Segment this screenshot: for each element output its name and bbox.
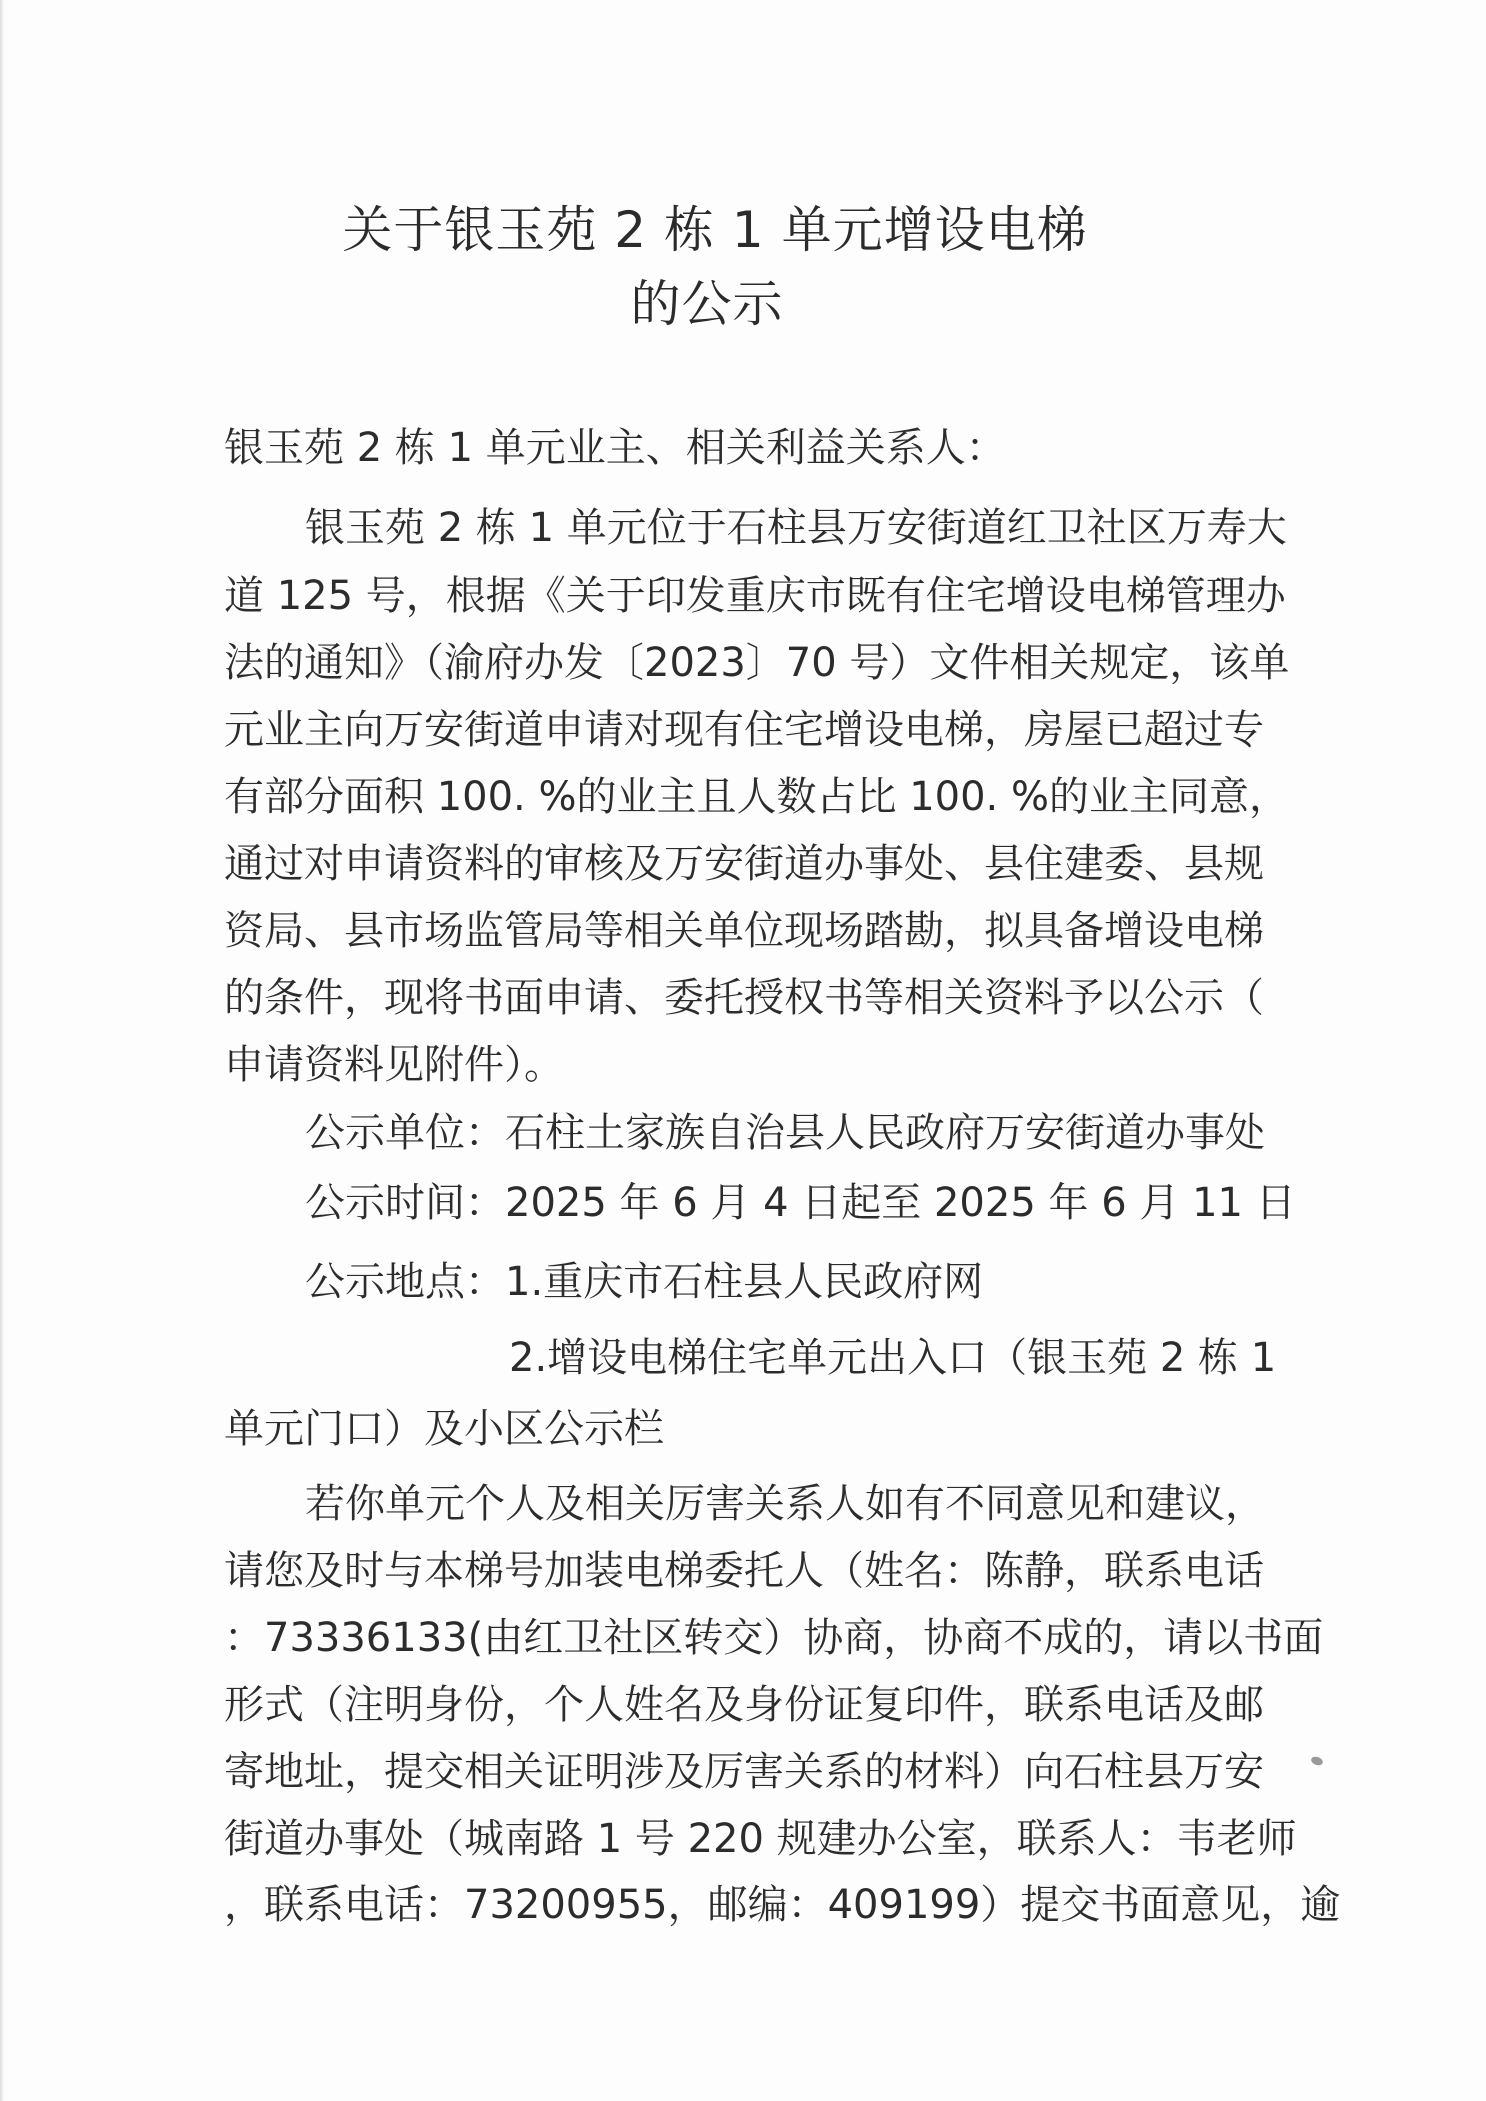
publicity-time-line: 公示时间：2025 年 6 月 4 日起至 2025 年 6 月 11 日 <box>305 1180 1296 1226</box>
publicity-location-item-2: 2.增设电梯住宅单元出入口（银玉苑 2 栋 1 <box>509 1335 1277 1381</box>
addressee-line: 银玉苑 2 栋 1 单元业主、相关利益关系人： <box>224 425 1006 471</box>
paragraph-2-line-2: 请您及时与本梯号加装电梯委托人（姓名：陈静，联系电话 <box>224 1548 1264 1594</box>
paragraph-1-line-5: 有部分面积 100. %的业主且人数占比 100. %的业主同意， <box>224 774 1289 820</box>
paragraph-2-line-1: 若你单元个人及相关厉害关系人如有不同意见和建议， <box>305 1481 1265 1527</box>
scan-speck-mark <box>1310 1755 1324 1767</box>
paragraph-2-line-7: ，联系电话：73200955，邮编：409199）提交书面意见，逾 <box>224 1882 1341 1928</box>
paragraph-1-line-1: 银玉苑 2 栋 1 单元位于石柱县万安街道红卫社区万寿大 <box>305 505 1287 551</box>
paragraph-1-line-3: 法的通知》（渝府办发〔2023〕70 号）文件相关规定，该单 <box>224 640 1290 686</box>
paragraph-1-line-7: 资局、县市场监管局等相关单位现场踏勘，拟具备增设电梯 <box>224 908 1264 954</box>
paragraph-1-line-9: 申请资料见附件）。 <box>224 1042 564 1088</box>
notice-title-line-1: 关于银玉苑 2 栋 1 单元增设电梯 <box>342 201 1088 259</box>
paragraph-1-line-2: 道 125 号，根据《关于印发重庆市既有住宅增设电梯管理办 <box>224 573 1286 619</box>
paragraph-1-line-4: 元业主向万安街道申请对现有住宅增设电梯，房屋已超过专 <box>224 707 1264 753</box>
paragraph-2-line-6: 街道办事处（城南路 1 号 220 规建办公室，联系人：韦老师 <box>224 1816 1297 1862</box>
paragraph-1-line-6: 通过对申请资料的审核及万安街道办事处、县住建委、县规 <box>224 841 1264 887</box>
publicity-unit-line: 公示单位：石柱土家族自治县人民政府万安街道办事处 <box>305 1110 1265 1156</box>
publicity-location-line: 公示地点：1.重庆市石柱县人民政府网 <box>305 1259 984 1305</box>
paragraph-2-line-4: 形式（注明身份，个人姓名及身份证复印件，联系电话及邮 <box>224 1682 1264 1728</box>
paragraph-2-line-5: 寄地址，提交相关证明涉及厉害关系的材料）向石柱县万安 <box>224 1749 1264 1795</box>
publicity-location-item-2-cont: 单元门口）及小区公示栏 <box>224 1406 664 1452</box>
paragraph-2-line-3: ：73336133(由红卫社区转交）协商，协商不成的，请以书面 <box>224 1615 1324 1661</box>
notice-title-line-2: 的公示 <box>630 275 784 333</box>
paragraph-1-line-8: 的条件，现将书面申请、委托授权书等相关资料予以公示（ <box>224 975 1264 1021</box>
